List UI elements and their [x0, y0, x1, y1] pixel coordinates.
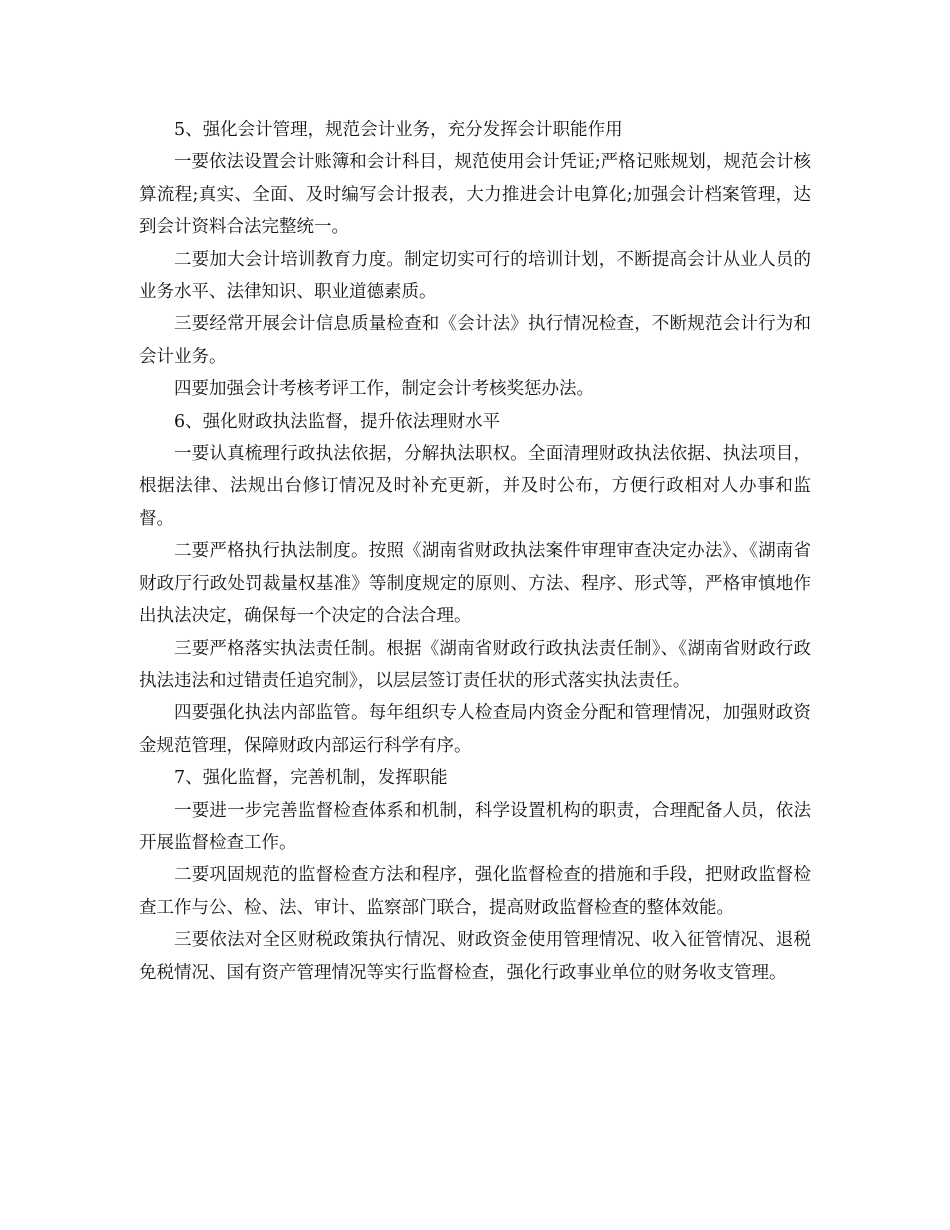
document-body	[139, 114, 811, 989]
section-heading-6: 6、强化财政执法监督，提升依法理财水平	[174, 411, 501, 432]
paragraph: 四要加强会计考核考评工作，制定会计考核奖惩办法。	[174, 379, 594, 400]
paragraph: 三要依法对全区财税政策执行情况、财政资金使用管理情况、收入征管情况、退税免税情况、国有资产管理情况等实行监督检查，强化行政事业单位的财务收支管理。	[139, 930, 811, 983]
paragraph: 三要严格落实执法责任制。根据《湖南省财政行政执法责任制》、《湖南省财政行政执法违法和过错责任追究制》，以层层签订责任状的形式落实执法责任。	[139, 638, 811, 691]
section-heading-5: 5、强化会计管理，规范会计业务，充分发挥会计职能作用	[174, 120, 623, 140]
paragraph: 一要认真梳理行政执法依据，分解执法职权。全面清理财政执法依据、执法项目，根据法律、法规出台修订情况及时补充更新，并及时公布，方便行政相对人办事和监督。	[139, 444, 811, 529]
paragraph: 一要依法设置会计账簿和会计科目，规范使用会计凭证;严格记账规划，规范会计核算流程;真实、全面、及时编写会计报表，大力推进会计电算化;加强会计档案管理，达到会计资料合法完整统一。	[139, 152, 811, 238]
section-heading-7: 7、强化监督，完善机制，发挥职能	[174, 768, 448, 789]
paragraph: 四要强化执法内部监管。每年组织专人检查局内资金分配和管理情况，加强财政资金规范管理，保障财政内部运行科学有序。	[139, 703, 811, 756]
paragraph: 三要经常开展会计信息质量检查和《会计法》执行情况检查，不断规范会计行为和会计业务。	[139, 314, 811, 367]
paragraph: 一要进一步完善监督检查体系和机制，科学设置机构的职责，合理配备人员，依法开展监督检查工作。	[139, 800, 811, 853]
paragraph: 二要加大会计培训教育力度。制定切实可行的培训计划，不断提高会计从业人员的业务水平、法律知识、职业道德素质。	[139, 249, 811, 303]
paragraph: 二要巩固规范的监督检查方法和程序，强化监督检查的措施和手段，把财政监督检查工作与公、检、法、审计、监察部门联合，提高财政监督检查的整体效能。	[139, 865, 811, 918]
paragraph: 二要严格执行执法制度。按照《湖南省财政执法案件审理审查决定办法》、《湖南省财政厅行政处罚裁量权基准》等制度规定的原则、方法、程序、形式等，严格审慎地作出执法决定，确保每一个决定的合法合理。	[139, 541, 811, 627]
